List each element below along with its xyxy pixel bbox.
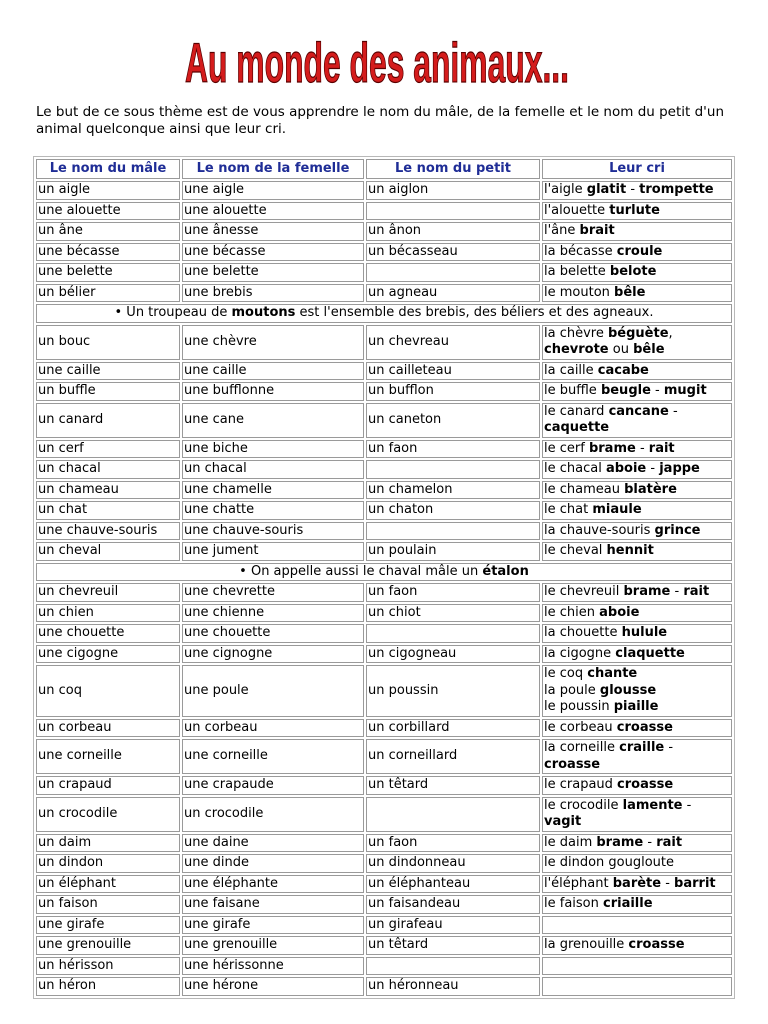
male-cell: un canard <box>36 403 180 438</box>
cry-verb: croule <box>616 243 663 259</box>
table-row <box>36 583 732 602</box>
cry-cell: le coq chante la poule glousse le poussin piaille <box>542 665 732 717</box>
note-row <box>36 563 732 582</box>
young-cell: un chamelon <box>366 481 540 500</box>
cry-verb: jappe <box>659 461 700 476</box>
male-cell: un éléphant <box>36 875 180 894</box>
young-cell: un cailleteau <box>366 362 540 381</box>
table-body <box>36 181 732 996</box>
male-cell: un chacal <box>36 460 180 479</box>
cry-cell: le chien aboie <box>542 604 732 623</box>
young-cell: un corbillard <box>366 719 540 738</box>
table-row <box>36 481 732 500</box>
cry-verb: croasse <box>628 937 685 952</box>
male-cell: un cheval <box>36 542 180 561</box>
cry-verb: bêle <box>614 284 646 300</box>
table-row <box>36 522 732 541</box>
female-cell: une corneille <box>182 739 364 774</box>
cry-cell: la belette belote <box>542 263 732 282</box>
young-cell: un faon <box>366 583 540 602</box>
cry-verb: chevrote <box>544 342 609 357</box>
cry-cell: le cheval hennit <box>542 542 732 561</box>
cry-cell <box>542 977 732 996</box>
male-cell: un âne <box>36 222 180 241</box>
male-cell: une cigogne <box>36 645 180 664</box>
table-row <box>36 604 732 623</box>
female-cell: une faisane <box>182 895 364 914</box>
female-cell: une crapaude <box>182 776 364 795</box>
cry-verb: glousse <box>599 682 657 698</box>
cry-verb: barète <box>612 875 662 891</box>
male-cell: un crocodile <box>36 797 180 832</box>
female-cell: une belette <box>182 263 364 282</box>
cry-verb: caquette <box>544 420 610 435</box>
cry-verb: rait <box>648 440 675 456</box>
female-cell: une alouette <box>182 202 364 221</box>
male-cell: une chouette <box>36 624 180 643</box>
cry-cell: la chèvre béguète, chevrote ou bêle <box>542 325 732 360</box>
note-cell: • On appelle aussi le chaval mâle un étalon <box>36 563 732 582</box>
male-cell: un crapaud <box>36 776 180 795</box>
cry-verb: brame <box>588 440 636 456</box>
female-cell: une chatte <box>182 501 364 520</box>
cry-verb: hulule <box>621 625 668 640</box>
table-row <box>36 739 732 774</box>
cry-cell: le cerf brame - rait <box>542 440 732 459</box>
female-cell: une hérissonne <box>182 957 364 976</box>
young-cell: un têtard <box>366 936 540 955</box>
female-cell: une grenouille <box>182 936 364 955</box>
table-row <box>36 222 732 241</box>
male-cell: une alouette <box>36 202 180 221</box>
cry-cell: le chacal aboie - jappe <box>542 460 732 479</box>
male-cell: un héron <box>36 977 180 996</box>
cry-verb: glatit <box>586 182 627 197</box>
young-cell <box>366 624 540 643</box>
female-cell: une jument <box>182 542 364 561</box>
female-cell: une bufflonne <box>182 382 364 401</box>
young-cell: un éléphanteau <box>366 875 540 894</box>
young-cell: un chiot <box>366 604 540 623</box>
female-cell: une chouette <box>182 624 364 643</box>
table-row <box>36 977 732 996</box>
female-cell: un chacal <box>182 460 364 479</box>
table-row <box>36 916 732 935</box>
young-cell: un ânon <box>366 222 540 241</box>
male-cell: un faison <box>36 895 180 914</box>
page-title <box>0 28 768 94</box>
table-row <box>36 362 732 381</box>
table-row <box>36 542 732 561</box>
cry-cell: le crocodile lamente - vagit <box>542 797 732 832</box>
table-row <box>36 719 732 738</box>
cry-cell: le chameau blatère <box>542 481 732 500</box>
table-row <box>36 440 732 459</box>
female-cell: une aigle <box>182 181 364 200</box>
young-cell: un girafeau <box>366 916 540 935</box>
cry-verb: vagit <box>544 814 582 829</box>
male-cell: un chat <box>36 501 180 520</box>
female-cell: une bécasse <box>182 243 364 262</box>
cry-cell: le chat miaule <box>542 501 732 520</box>
cry-cell: la chouette hulule <box>542 624 732 643</box>
cry-cell: l'éléphant barète - barrit <box>542 875 732 894</box>
table-row <box>36 797 732 832</box>
table-header-row <box>36 159 732 179</box>
cry-verb: blatère <box>624 481 677 497</box>
young-cell: un poussin <box>366 665 540 717</box>
table-row <box>36 403 732 438</box>
male-cell: un dindon <box>36 854 180 873</box>
female-cell: une chauve-souris <box>182 522 364 541</box>
female-cell: une chamelle <box>182 481 364 500</box>
cry-cell: la corneille craille - croasse <box>542 739 732 774</box>
cry-verb: rait <box>683 584 710 599</box>
cry-verb: belote <box>609 264 657 279</box>
cry-verb: moutons <box>231 305 296 320</box>
cry-verb: cacabe <box>597 362 649 378</box>
young-cell: un cigogneau <box>366 645 540 664</box>
cry-cell: le corbeau croasse <box>542 719 732 738</box>
female-cell: une girafe <box>182 916 364 935</box>
young-cell: un agneau <box>366 284 540 303</box>
female-cell: une chevrette <box>182 583 364 602</box>
cry-verb: barrit <box>674 875 716 891</box>
cry-verb: criaille <box>603 896 653 911</box>
young-cell: un faisandeau <box>366 895 540 914</box>
cry-cell: la chauve-souris grince <box>542 522 732 541</box>
young-cell: un chevreau <box>366 325 540 360</box>
female-cell: une hérone <box>182 977 364 996</box>
cry-cell: le crapaud croasse <box>542 776 732 795</box>
female-cell: une brebis <box>182 284 364 303</box>
header-male: Le nom du mâle <box>36 159 180 179</box>
male-cell: une grenouille <box>36 936 180 955</box>
table-row <box>36 460 732 479</box>
cry-verb: trompette <box>639 182 714 197</box>
female-cell: une cane <box>182 403 364 438</box>
table-row <box>36 284 732 303</box>
table-row <box>36 624 732 643</box>
male-cell: un chevreuil <box>36 583 180 602</box>
female-cell: un crocodile <box>182 797 364 832</box>
table-row <box>36 936 732 955</box>
table-row <box>36 854 732 873</box>
male-cell: une corneille <box>36 739 180 774</box>
young-cell <box>366 202 540 221</box>
cry-cell: la cigogne claquette <box>542 645 732 664</box>
cry-verb: bêle <box>633 342 665 357</box>
young-cell <box>366 957 540 976</box>
table-row <box>36 776 732 795</box>
young-cell: un poulain <box>366 542 540 561</box>
cry-cell: le dindon gougloute <box>542 854 732 873</box>
male-cell: un bouc <box>36 325 180 360</box>
cry-cell <box>542 957 732 976</box>
cry-cell: le canard cancane - caquette <box>542 403 732 438</box>
cry-verb: cancane <box>608 403 669 419</box>
table-row <box>36 665 732 717</box>
cry-verb: grince <box>654 522 701 538</box>
table-row <box>36 834 732 853</box>
cry-cell: l'aigle glatit - trompette <box>542 181 732 200</box>
young-cell: un faon <box>366 834 540 853</box>
table-row <box>36 501 732 520</box>
female-cell: une poule <box>182 665 364 717</box>
cry-cell: la bécasse croule <box>542 243 732 262</box>
female-cell: une ânesse <box>182 222 364 241</box>
table-row <box>36 645 732 664</box>
cry-verb: miaule <box>592 502 642 517</box>
table-row <box>36 875 732 894</box>
young-cell: un faon <box>366 440 540 459</box>
male-cell: un buffle <box>36 382 180 401</box>
note-row <box>36 304 732 323</box>
cry-verb: croasse <box>616 719 673 735</box>
male-cell: une belette <box>36 263 180 282</box>
male-cell: un aigle <box>36 181 180 200</box>
header-cry: Leur cri <box>542 159 732 179</box>
table-row <box>36 382 732 401</box>
female-cell: une chienne <box>182 604 364 623</box>
cry-verb: hennit <box>606 543 654 558</box>
female-cell: un corbeau <box>182 719 364 738</box>
cry-cell <box>542 916 732 935</box>
young-cell: un bufflon <box>366 382 540 401</box>
cry-verb: béguète <box>607 325 669 341</box>
table-row <box>36 181 732 200</box>
male-cell: une bécasse <box>36 243 180 262</box>
male-cell: une girafe <box>36 916 180 935</box>
young-cell: un têtard <box>366 776 540 795</box>
female-cell: une caille <box>182 362 364 381</box>
animals-table <box>33 156 735 999</box>
male-cell: un coq <box>36 665 180 717</box>
cry-verb: aboie <box>605 461 647 476</box>
intro-paragraph: Le but de ce sous thème est de vous apprendre le nom du mâle, de la femelle et le nom du petit d'un animal quelconque ainsi que leur cri. <box>36 104 725 137</box>
cry-cell: le buffle beugle - mugit <box>542 382 732 401</box>
male-cell: un daim <box>36 834 180 853</box>
table-row <box>36 202 732 221</box>
note-cell: • Un troupeau de moutons est l'ensemble des brebis, des béliers et des agneaux. <box>36 304 732 323</box>
male-cell: un hérisson <box>36 957 180 976</box>
young-cell: un aiglon <box>366 181 540 200</box>
cry-verb: turlute <box>609 202 660 218</box>
female-cell: une cignogne <box>182 645 364 664</box>
cry-cell: la caille cacabe <box>542 362 732 381</box>
young-cell: un dindonneau <box>366 854 540 873</box>
cry-cell: l'âne brait <box>542 222 732 241</box>
young-cell: un bécasseau <box>366 243 540 262</box>
female-cell: une biche <box>182 440 364 459</box>
cry-verb: craille <box>619 740 665 755</box>
cry-verb: croasse <box>544 756 601 772</box>
table-row <box>36 325 732 360</box>
cry-cell: le mouton bêle <box>542 284 732 303</box>
young-cell: un corneillard <box>366 739 540 774</box>
cry-verb: mugit <box>663 383 707 398</box>
cry-verb: brait <box>579 223 615 238</box>
cry-verb: croasse <box>617 777 674 792</box>
cry-verb: brame <box>596 834 644 850</box>
male-cell: un chameau <box>36 481 180 500</box>
cry-cell: le daim brame - rait <box>542 834 732 853</box>
header-young: Le nom du petit <box>366 159 540 179</box>
header-female: Le nom de la femelle <box>182 159 364 179</box>
cry-cell: l'alouette turlute <box>542 202 732 221</box>
cry-cell: le chevreuil brame - rait <box>542 583 732 602</box>
cry-verb: aboie <box>599 604 640 620</box>
female-cell: une chèvre <box>182 325 364 360</box>
male-cell: une chauve-souris <box>36 522 180 541</box>
cry-cell: la grenouille croasse <box>542 936 732 955</box>
cry-verb: lamente <box>622 797 683 813</box>
young-cell <box>366 797 540 832</box>
cry-verb: étalon <box>482 563 529 579</box>
page-title-text: Au monde des animaux... <box>185 31 569 94</box>
male-cell: une caille <box>36 362 180 381</box>
male-cell: un cerf <box>36 440 180 459</box>
table-row <box>36 263 732 282</box>
young-cell <box>366 460 540 479</box>
young-cell <box>366 263 540 282</box>
male-cell: un bélier <box>36 284 180 303</box>
young-cell: un chaton <box>366 501 540 520</box>
female-cell: une éléphante <box>182 875 364 894</box>
male-cell: un chien <box>36 604 180 623</box>
table-row <box>36 243 732 262</box>
table-row <box>36 957 732 976</box>
cry-cell: le faison criaille <box>542 895 732 914</box>
young-cell <box>366 522 540 541</box>
cry-verb: rait <box>656 834 683 850</box>
male-cell: un corbeau <box>36 719 180 738</box>
young-cell: un caneton <box>366 403 540 438</box>
cry-verb: piaille <box>613 699 659 714</box>
female-cell: une dinde <box>182 854 364 873</box>
female-cell: une daine <box>182 834 364 853</box>
cry-verb: beugle <box>600 383 651 398</box>
cry-verb: brame <box>623 584 671 599</box>
cry-verb: claquette <box>615 645 685 661</box>
young-cell: un héronneau <box>366 977 540 996</box>
table-row <box>36 895 732 914</box>
cry-verb: chante <box>587 666 638 681</box>
